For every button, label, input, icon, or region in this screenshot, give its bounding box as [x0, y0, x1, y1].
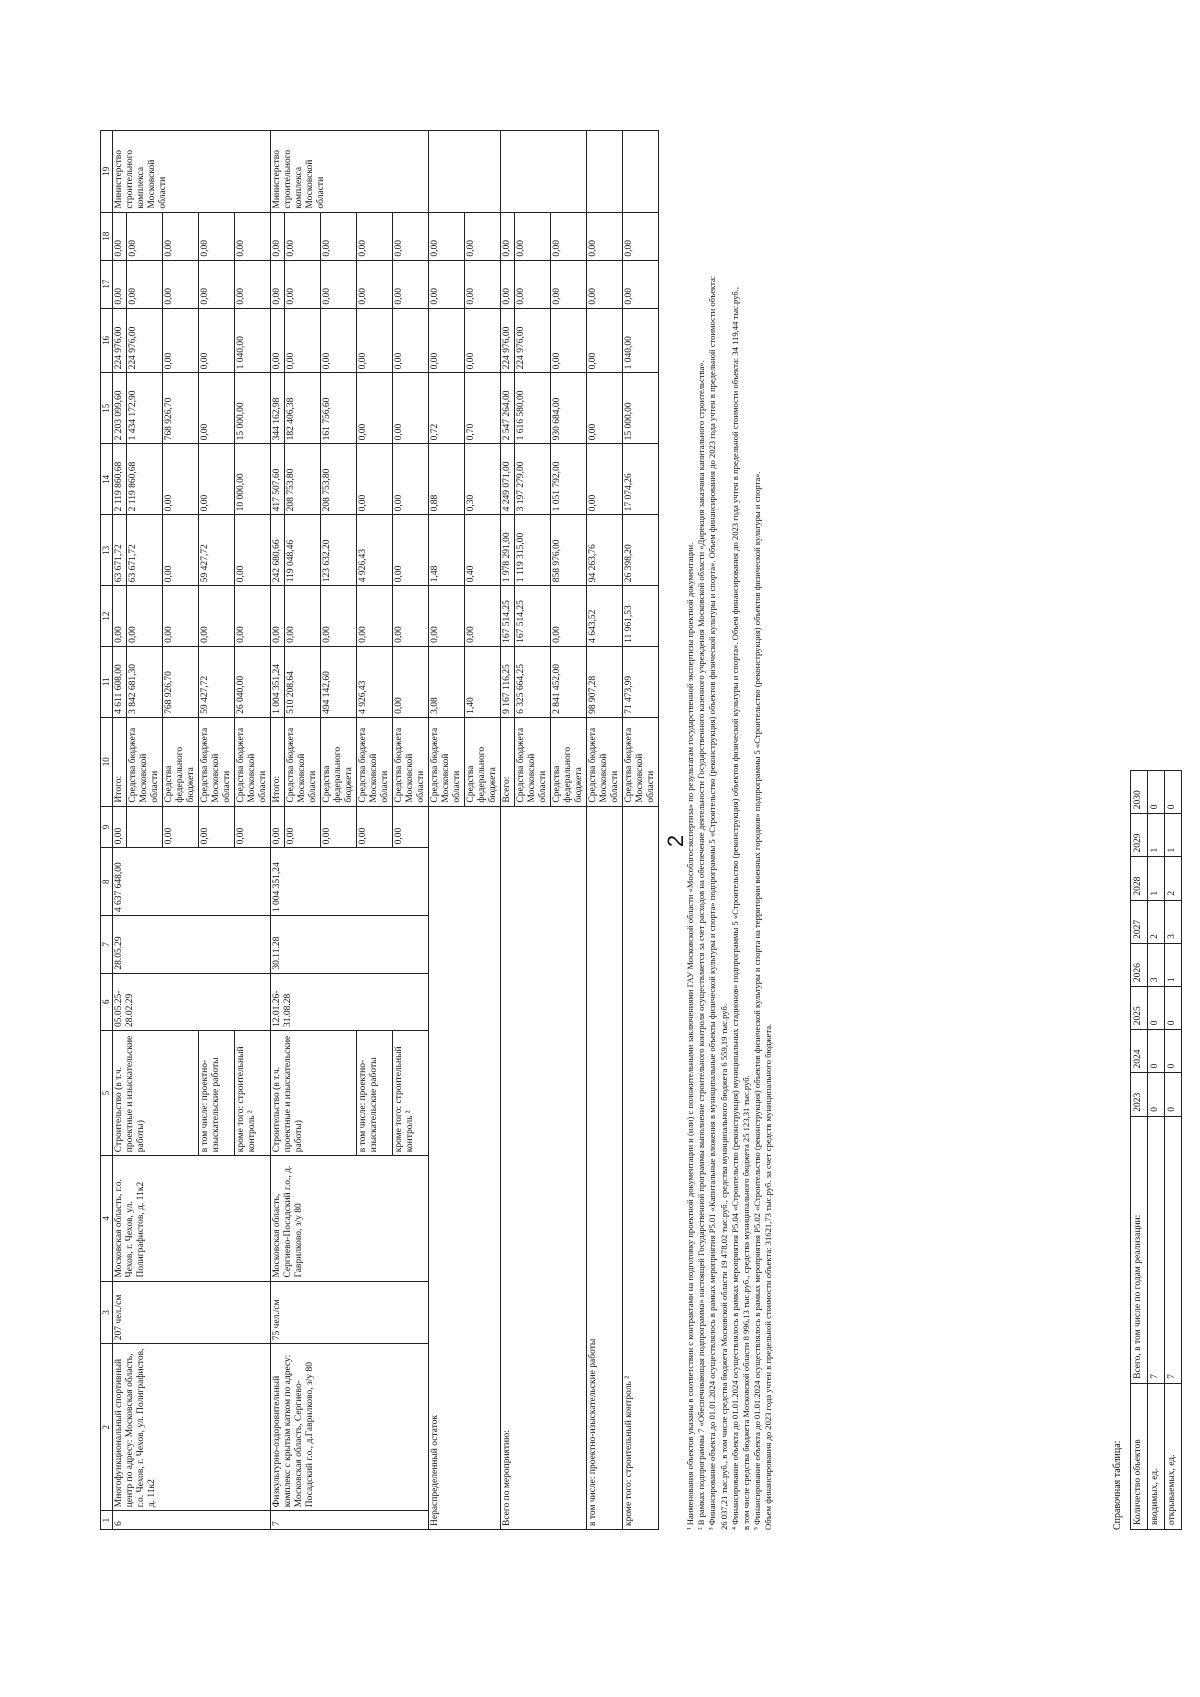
amount-cell: 119 048,46 — [285, 515, 321, 586]
amount-cell: 1 616 580,00 — [515, 373, 551, 444]
amount-cell: 1 051 792,00 — [551, 444, 587, 515]
funding-source: Средства федерального бюджета — [321, 717, 357, 806]
amount-cell: 0,00 — [393, 212, 429, 260]
amount-cell: 182 406,38 — [285, 373, 321, 444]
amount-cell: 0,00 — [163, 260, 199, 308]
column-number: 12 — [101, 586, 113, 647]
limit-value: 4 637 648,00 — [113, 848, 271, 916]
amount-cell: 0,00 — [113, 260, 127, 308]
reference-header-row — [1131, 771, 1148, 1530]
reference-value: 7 — [1165, 1116, 1182, 1383]
table-row — [113, 131, 127, 1530]
amount-cell: 6 325 664,25 — [515, 646, 551, 717]
footnote-line: 26 037,21 тыс.руб., в том числе средства бюджета Московской области 19 478,02 тыс.руб., средства муниципального бюджета 6 559,19 тыс.руб. — [718, 1003, 729, 1530]
amount-cell: 3 197 279,00 — [515, 444, 551, 515]
amount-cell: 0,00 — [429, 586, 465, 647]
object-name: Физкультурно-оздоровительный комплекс с крытым катком по адресу: Московская область, Сергиево-Посадский г.о., д.Гаврилково, з/у 80 — [271, 1344, 429, 1511]
amount-cell: 0,00 — [465, 586, 501, 647]
amount-cell: 0,00 — [285, 212, 321, 260]
reference-header: 2029 — [1131, 814, 1148, 857]
work-type: кроме того: строительный контроль ² — [235, 1030, 271, 1155]
amount-cell: 1 119 315,00 — [515, 515, 551, 586]
open-date: 30.11.28 — [271, 916, 429, 973]
executor: Министерство строительного комплекса Московской области — [113, 131, 271, 213]
reference-label: вводимых, ед. — [1148, 1383, 1165, 1529]
amount-cell: 0,00 — [357, 260, 393, 308]
paid-value: 0,00 — [393, 806, 429, 848]
amount-cell: 0,00 — [163, 444, 199, 515]
reference-value: 0 — [1148, 1030, 1165, 1073]
amount-cell: 0,00 — [271, 586, 285, 647]
object-capacity: 207 чел./см — [113, 1281, 271, 1344]
reference-header: 2027 — [1131, 900, 1148, 943]
amount-cell: 94 263,76 — [587, 515, 623, 586]
reference-value: 7 — [1148, 1116, 1165, 1383]
header-row — [101, 131, 113, 1530]
amount-cell: 10 000,00 — [235, 444, 271, 515]
work-dates: 05.05.25-28.02.29 — [113, 973, 271, 1030]
amount-cell: 0,00 — [199, 308, 235, 373]
amount-cell: 0,00 — [465, 308, 501, 373]
amount-cell: 0,00 — [235, 260, 271, 308]
reference-value: 1 — [1165, 814, 1182, 857]
amount-cell: 0,00 — [357, 212, 393, 260]
amount-cell: 167 514,25 — [501, 586, 515, 647]
amount-cell: 0,00 — [429, 308, 465, 373]
column-number: 13 — [101, 515, 113, 586]
column-number: 15 — [101, 373, 113, 444]
amount-cell: 1,48 — [429, 515, 465, 586]
amount-cell: 0,00 — [393, 308, 429, 373]
column-number: 6 — [101, 973, 113, 1030]
amount-cell: 2 547 264,00 — [501, 373, 515, 444]
work-type: Строительство (в т.ч. проектные и изыскательские работы) — [271, 1030, 357, 1155]
column-number: 10 — [101, 717, 113, 806]
amount-cell: 0,00 — [587, 212, 623, 260]
column-number: 14 — [101, 444, 113, 515]
amount-cell: 0,00 — [271, 212, 285, 260]
amount-cell: 11 961,53 — [623, 586, 659, 647]
footnote-line: ¹ Наименования объектов указаны в соответствии с контрактами на подготовку проектной документации и (или) с положительными заключениями ГАУ Московской области «Мособлгосэкспертиза» по результатам государственной экспертизы проектной документации. — [685, 542, 695, 1530]
amount-cell: 0,00 — [587, 373, 623, 444]
amount-cell: 2 119 860,68 — [113, 444, 127, 515]
summary-label: Всего по мероприятию: — [501, 806, 587, 1529]
reference-value: 0 — [1148, 1073, 1165, 1116]
reference-value: 1 — [1165, 943, 1182, 986]
footnote-line: ⁴ Финансирование объекта до 01.01.2024 осуществлялось в рамках мероприятия Р5.04 «Строительство (реконструкция) муниципальных стадионов» подпрограммы 5 «Строительство (реконструкция) объектов физической культуры и спорта». Объем финансирования до 2023 года учтен в предельной стоимости объекта: 34 119,44 тыс.руб., — [729, 286, 740, 1530]
executor: Министерство строительного комплекса Московской области — [271, 131, 429, 213]
amount-cell: 167 514,25 — [515, 586, 551, 647]
amount-cell: 1 040,00 — [235, 308, 271, 373]
amount-cell: 208 753,80 — [285, 444, 321, 515]
funding-source: Средства федерального бюджета — [163, 717, 199, 806]
paid-value: 0,00 — [199, 806, 235, 848]
amount-cell: 1,40 — [465, 646, 501, 717]
footnote-line: в том числе средства бюджета Московской области 8 996,13 тыс.руб., средства муниципального бюджета 25 123,31 тыс.руб. — [741, 1075, 752, 1530]
amount-cell: 15 000,00 — [235, 373, 271, 444]
amount-cell: 63 671,72 — [113, 515, 127, 586]
amount-cell: 1 040,00 — [623, 308, 659, 373]
reference-value: 0 — [1165, 1073, 1182, 1116]
funding-source: Средства бюджета Московской области — [285, 717, 321, 806]
paid-value: 0,00 — [235, 806, 271, 848]
paid-value: 0,00 — [357, 806, 393, 848]
amount-cell: 2 119 860,68 — [127, 444, 163, 515]
amount-cell: 2 203 099,60 — [113, 373, 127, 444]
amount-cell: 0,00 — [357, 308, 393, 373]
financing-table — [100, 130, 659, 1530]
column-number: 4 — [101, 1156, 113, 1281]
amount-cell: 0,00 — [515, 212, 551, 260]
amount-cell: 0,00 — [587, 444, 623, 515]
reference-value: 1 — [1148, 814, 1165, 857]
funding-source: Средства бюджета Московской области — [429, 717, 465, 806]
column-number: 8 — [101, 848, 113, 916]
amount-cell: 208 753,80 — [321, 444, 357, 515]
amount-cell: 344 162,98 — [271, 373, 285, 444]
amount-cell: 0,00 — [163, 586, 199, 647]
reference-row — [1165, 771, 1182, 1530]
work-type: кроме того: строительный контроль ² — [393, 1030, 429, 1155]
amount-cell: 0,00 — [285, 260, 321, 308]
executor — [429, 131, 501, 213]
footnote-line: ³ Финансирование объекта до 01.01.2024 осуществлялось в рамках мероприятия Р5.01 «Капитальные вложения в муниципальные объекты физической культуры и спорта» подпрограммы 5 «Строительство (реконструкция) объектов физической культуры и спорта». Объем финансирования до 2023 года учтен в предельной стоимости объекта: — [707, 275, 718, 1530]
amount-cell: 0,00 — [393, 260, 429, 308]
reference-value: 3 — [1148, 943, 1165, 986]
amount-cell: 0,00 — [515, 260, 551, 308]
column-number: 11 — [101, 646, 113, 717]
amount-cell: 0,00 — [357, 373, 393, 444]
summary-label: кроме того: строительный контроль ² — [623, 806, 659, 1529]
amount-cell: 3,08 — [429, 646, 465, 717]
amount-cell: 242 680,66 — [271, 515, 285, 586]
paid-value: 0,00 — [163, 806, 199, 848]
rotated-page — [40, 40, 1177, 1670]
row-number: 6 — [113, 1511, 271, 1530]
amount-cell: 0,00 — [393, 586, 429, 647]
amount-cell: 0,00 — [235, 212, 271, 260]
amount-cell: 0,00 — [321, 586, 357, 647]
funding-source: Средства бюджета Московской области — [393, 717, 429, 806]
reference-value: 0 — [1165, 987, 1182, 1030]
object-address: Московская область, г.о. Чехов, г. Чехов, ул. Полиграфистов, д. 11к2 — [113, 1156, 271, 1281]
reference-label: открываемых, ед. — [1165, 1383, 1182, 1529]
reference-header: 2023 — [1131, 1073, 1148, 1116]
executor — [623, 131, 659, 213]
reference-value: 0 — [1148, 987, 1165, 1030]
amount-cell: 0,00 — [587, 260, 623, 308]
amount-cell: 0,00 — [321, 212, 357, 260]
paid-value: 0,00 — [113, 806, 127, 848]
pir-row — [587, 131, 623, 1530]
amount-cell: 4 926,43 — [357, 646, 393, 717]
summary-label: в том числе: проектно-изыскательские работы — [587, 806, 623, 1529]
amount-cell: 0,00 — [357, 444, 393, 515]
amount-cell: 0,00 — [271, 260, 285, 308]
object-name: Многофункциональный спортивный центр по адресу: Московская область, г.о. Чехов, г. Чехов, ул. Полиграфистов, д. 11к2 — [113, 1344, 271, 1511]
funding-source: Средства бюджета Московской области — [127, 717, 163, 806]
footnote-line: Объем финансирования до 2023 года учтен в предельной стоимости объекта: 31621,73 тыс.руб. за счет средств муниципального бюджета. — [763, 1023, 774, 1530]
reference-value: 0 — [1165, 1030, 1182, 1073]
table-row — [271, 131, 285, 1530]
amount-cell: 4 611 608,00 — [113, 646, 127, 717]
amount-cell: 0,00 — [199, 212, 235, 260]
reference-value: 1 — [1148, 857, 1165, 900]
work-dates: 12.01.26-31.08.28 — [271, 973, 429, 1030]
amount-cell: 768 926,70 — [163, 373, 199, 444]
amount-cell: 930 684,00 — [551, 373, 587, 444]
column-number: 17 — [101, 260, 113, 308]
amount-cell: 0,30 — [465, 444, 501, 515]
funding-source: Итого: — [271, 717, 285, 806]
limit-value: 1 004 351,24 — [271, 848, 429, 916]
amount-cell: 0,00 — [199, 586, 235, 647]
amount-cell: 15 000,00 — [623, 373, 659, 444]
amount-cell: 0,00 — [393, 515, 429, 586]
amount-cell: 0,00 — [623, 212, 659, 260]
amount-cell: 0,00 — [321, 260, 357, 308]
reference-header: 2028 — [1131, 857, 1148, 900]
executor — [501, 131, 587, 213]
column-number: 18 — [101, 212, 113, 260]
residual-row — [429, 131, 465, 1530]
summary-label: Нераспределенный остаток — [429, 806, 501, 1529]
reference-value: 0 — [1148, 771, 1165, 814]
column-number: 16 — [101, 308, 113, 373]
funding-source: Средства бюджета Московской области — [587, 717, 623, 806]
amount-cell: 3 842 681,30 — [127, 646, 163, 717]
funding-source: Средства бюджета Московской области — [357, 717, 393, 806]
amount-cell: 4 926,43 — [357, 515, 393, 586]
amount-cell: 224 976,00 — [501, 308, 515, 373]
reference-header: 2025 — [1131, 987, 1148, 1030]
amount-cell: 0,00 — [235, 515, 271, 586]
amount-cell: 1 434 172,90 — [127, 373, 163, 444]
open-date: 28.05.29 — [113, 916, 271, 973]
amount-cell: 4 643,52 — [587, 586, 623, 647]
funding-source: Средства федерального бюджета — [465, 717, 501, 806]
amount-cell: 98 907,28 — [587, 646, 623, 717]
amount-cell: 71 473,99 — [623, 646, 659, 717]
column-number: 19 — [101, 131, 113, 213]
reference-row — [1148, 771, 1165, 1530]
funding-source: Всего: — [501, 717, 515, 806]
column-number: 9 — [101, 806, 113, 848]
executor — [587, 131, 623, 213]
amount-cell: 510 208,64 — [285, 646, 321, 717]
amount-cell: 0,00 — [357, 586, 393, 647]
reference-header: Количество объектов — [1131, 1383, 1148, 1529]
amount-cell: 0,00 — [163, 515, 199, 586]
amount-cell: 0,00 — [127, 212, 163, 260]
funding-source: Средства федерального бюджета — [551, 717, 587, 806]
column-number: 3 — [101, 1281, 113, 1344]
work-type: Строительство (в т.ч. проектные и изыскательские работы) — [113, 1030, 199, 1155]
paid-value: 0,00 — [271, 806, 285, 848]
row-number: 7 — [271, 1511, 429, 1530]
paid-value — [127, 806, 163, 848]
amount-cell: 1 978 291,00 — [501, 515, 515, 586]
amount-cell: 224 976,00 — [515, 308, 551, 373]
column-number: 1 — [101, 1511, 113, 1530]
amount-cell: 26 398,20 — [623, 515, 659, 586]
amount-cell: 0,00 — [551, 308, 587, 373]
amount-cell: 59 427,72 — [199, 515, 235, 586]
amount-cell: 0,00 — [393, 444, 429, 515]
footnotes — [685, 130, 775, 1530]
reference-header: 2026 — [1131, 943, 1148, 986]
amount-cell: 0,00 — [113, 586, 127, 647]
reference-value: 0 — [1165, 771, 1182, 814]
amount-cell: 858 976,00 — [551, 515, 587, 586]
reference-title: Справочная таблица: — [1112, 1440, 1123, 1530]
object-capacity: 75 чел./см — [271, 1281, 429, 1344]
amount-cell: 0,00 — [285, 308, 321, 373]
column-number: 7 — [101, 916, 113, 973]
amount-cell: 123 632,20 — [321, 515, 357, 586]
amount-cell: 0,00 — [163, 212, 199, 260]
amount-cell: 0,00 — [285, 586, 321, 647]
control-row — [623, 131, 659, 1530]
footnote-line: ² В рамках подпрограммы 7 «Обеспечивающая подпрограмма» настоящей Государственной программы выполнение строительного контроля осуществляется за счет расходов на обеспечение деятельности Государственного казенного учреждения Московской области «Дирекция заказчика капитального строительства». — [696, 360, 707, 1530]
column-number: 5 — [101, 1030, 113, 1155]
amount-cell: 26 040,00 — [235, 646, 271, 717]
amount-cell: 0,00 — [429, 212, 465, 260]
paid-value: 0,00 — [321, 806, 357, 848]
reference-value: 2 — [1165, 857, 1182, 900]
amount-cell: 161 756,60 — [321, 373, 357, 444]
amount-cell: 0,88 — [429, 444, 465, 515]
funding-source: Средства бюджета Московской области — [235, 717, 271, 806]
page-number: 2 — [663, 834, 689, 848]
object-address: Московская область, Сергиево-Посадский г.о., д. Гаврилково, з/у 80 — [271, 1156, 429, 1281]
work-type: в том числе: проектно-изыскательские работы — [357, 1030, 393, 1155]
amount-cell: 4 249 071,00 — [501, 444, 515, 515]
amount-cell: 0,00 — [623, 260, 659, 308]
amount-cell: 224 976,00 — [127, 308, 163, 373]
amount-cell: 0,00 — [321, 308, 357, 373]
amount-cell: 0,00 — [501, 260, 515, 308]
amount-cell: 0,00 — [551, 212, 587, 260]
amount-cell: 417 507,60 — [271, 444, 285, 515]
funding-source: Средства бюджета Московской области — [515, 717, 551, 806]
amount-cell: 17 074,26 — [623, 444, 659, 515]
amount-cell: 1 004 351,24 — [271, 646, 285, 717]
amount-cell: 0,00 — [235, 586, 271, 647]
amount-cell: 63 671,72 — [127, 515, 163, 586]
amount-cell: 2 841 452,00 — [551, 646, 587, 717]
amount-cell: 0,00 — [587, 308, 623, 373]
amount-cell: 224 976,00 — [113, 308, 127, 373]
amount-cell: 0,00 — [465, 260, 501, 308]
reference-header: 2030 — [1131, 771, 1148, 814]
reference-value: 2 — [1148, 900, 1165, 943]
funding-source: Средства бюджета Московской области — [623, 717, 659, 806]
reference-header: Всего, в том числе по годам реализации: — [1131, 1116, 1148, 1383]
amount-cell: 0,00 — [551, 586, 587, 647]
amount-cell: 9 167 116,25 — [501, 646, 515, 717]
amount-cell: 0,00 — [271, 308, 285, 373]
paid-value: 0,00 — [285, 806, 321, 848]
amount-cell: 0,00 — [199, 260, 235, 308]
amount-cell: 0,40 — [465, 515, 501, 586]
amount-cell: 0,70 — [465, 373, 501, 444]
amount-cell: 0,00 — [551, 260, 587, 308]
footnote-line: ⁵ Финансирование объекта до 01.01.2024 осуществлялось в рамках мероприятия Р5.02 «Строительство (реконструкция) объектов физической культуры и спорта на территории военных городков» подпрограммы 5 «Строительство (реконструкция) объектов физической культуры и спорта». — [752, 471, 763, 1530]
amount-cell: 0,00 — [429, 260, 465, 308]
reference-header: 2024 — [1131, 1030, 1148, 1073]
amount-cell: 0,00 — [393, 373, 429, 444]
work-type: в том числе: проектно-изыскательские работы — [199, 1030, 235, 1155]
amount-cell: 0,00 — [465, 212, 501, 260]
reference-table — [1130, 770, 1182, 1530]
amount-cell: 0,00 — [163, 308, 199, 373]
amount-cell: 0,00 — [393, 646, 429, 717]
reference-value: 3 — [1165, 900, 1182, 943]
total-row — [501, 131, 515, 1530]
amount-cell: 0,00 — [113, 212, 127, 260]
amount-cell: 0,00 — [501, 212, 515, 260]
amount-cell: 0,00 — [199, 444, 235, 515]
amount-cell: 494 142,60 — [321, 646, 357, 717]
amount-cell: 0,72 — [429, 373, 465, 444]
amount-cell: 59 427,72 — [199, 646, 235, 717]
amount-cell: 0,00 — [127, 586, 163, 647]
funding-source: Итого: — [113, 717, 127, 806]
column-number: 2 — [101, 1344, 113, 1511]
amount-cell: 0,00 — [127, 260, 163, 308]
amount-cell: 768 926,70 — [163, 646, 199, 717]
funding-source: Средства бюджета Московской области — [199, 717, 235, 806]
amount-cell: 0,00 — [199, 373, 235, 444]
